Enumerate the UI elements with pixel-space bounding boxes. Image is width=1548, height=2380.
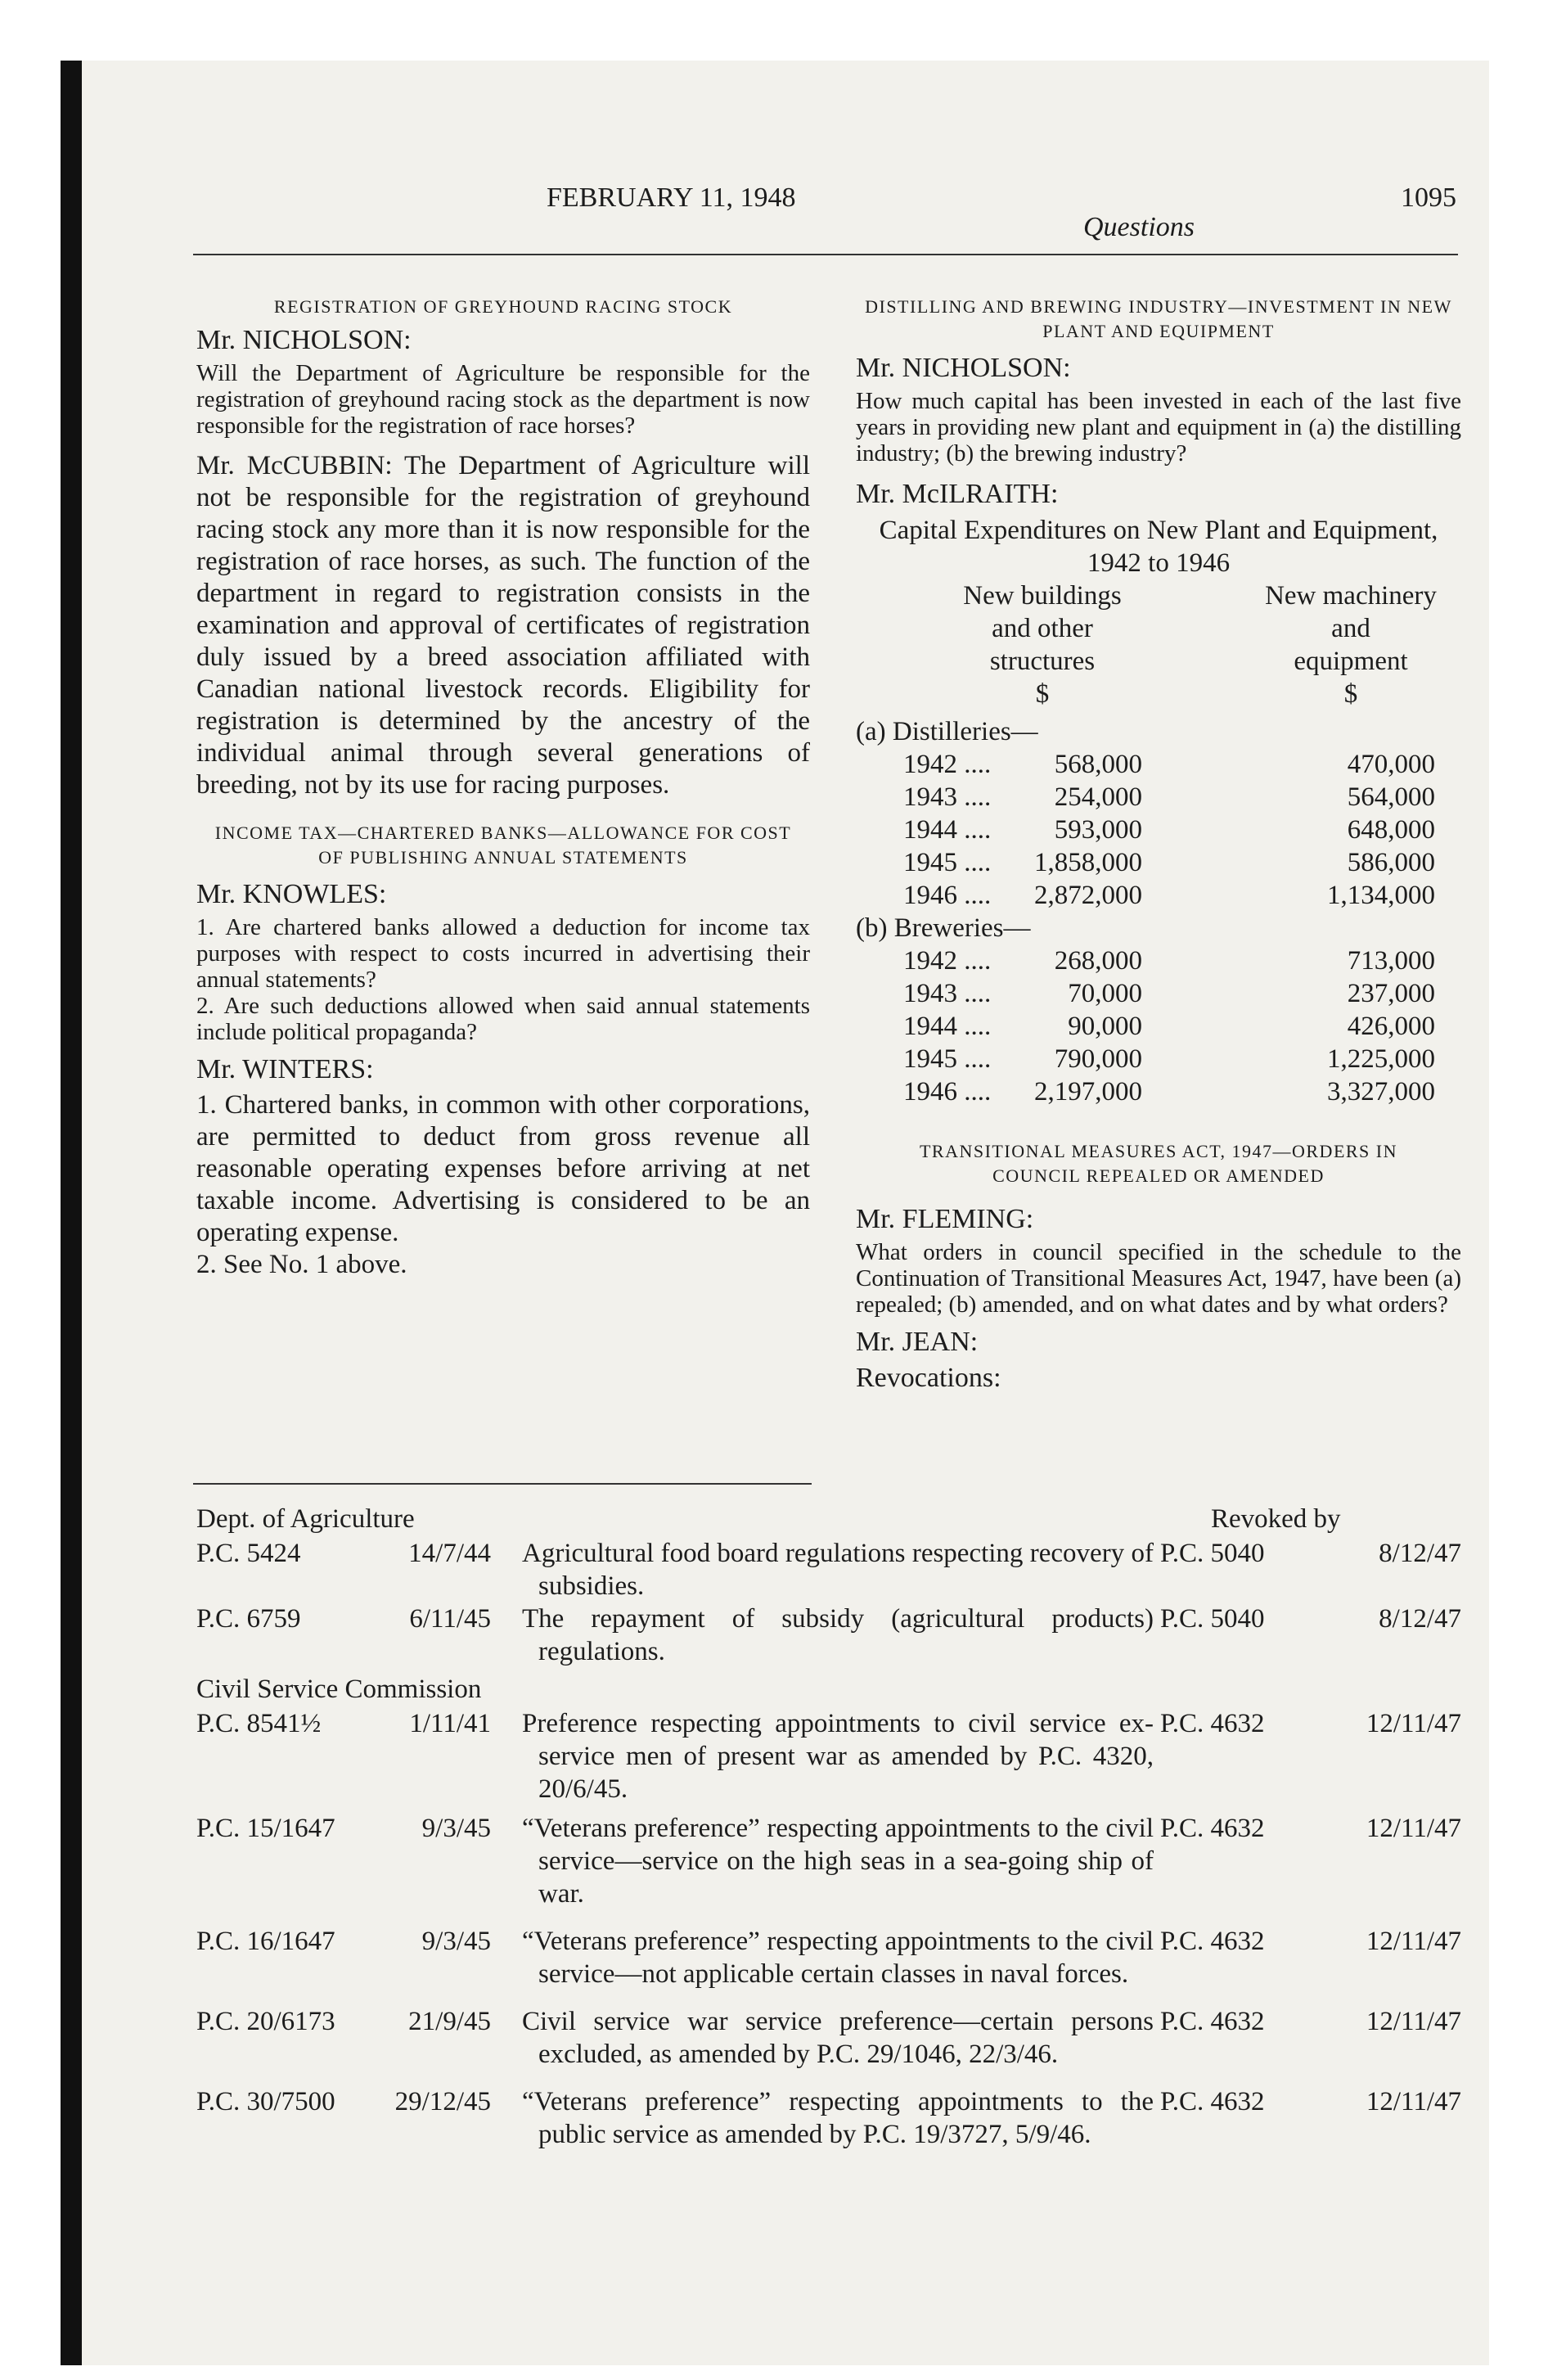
table-row: 1945 .... 1,858,000 586,000 [903, 848, 1435, 877]
question-text: What orders in council specified in the schedule to the Continuation of Transitional Measures Act, 1947, have been (a) repealed; (b) amended, and on what dates and by what orders? [856, 1239, 1461, 1318]
answerer-jean: Mr. JEAN: [856, 1327, 979, 1357]
question-text: 2. Are such deductions allowed when said annual statements include political propaganda? [196, 993, 810, 1045]
revocations-label: Revocations: [856, 1363, 1001, 1393]
answerer-winters: Mr. WINTERS: [196, 1054, 374, 1084]
table-title: Capital Expenditures on New Plant and Equipment, 1942 to 1946 [879, 516, 1438, 578]
heading-distilling: DISTILLING AND BREWING INDUSTRY—INVESTMENT IN NEW PLANT AND EQUIPMENT [865, 296, 1452, 341]
header-rule [193, 254, 1458, 255]
question-distilling [856, 295, 1461, 1108]
page-date: FEBRUARY 11, 1948 [547, 183, 796, 213]
group-breweries: (b) Breweries— [856, 913, 1031, 943]
table-row: P.C. 8541½ 1/11/41 Preference respecting appointments to civil service ex-service men of present war as amended by P.C. 4320, 20/6/45. P.C. 4632 12/11/47 [196, 1709, 1461, 1804]
table-row: 1945 .... 790,000 1,225,000 [903, 1044, 1435, 1074]
orders-table [196, 1503, 1461, 2151]
dept-civil-service-label: Civil Service Commission [196, 1675, 482, 1704]
breweries-rows [856, 944, 1461, 1108]
question-greyhound [196, 295, 810, 801]
page-number: 1095 [1401, 183, 1456, 213]
table-row: 1943 .... 254,000 564,000 [903, 782, 1435, 812]
column-end-rule [193, 1483, 812, 1485]
question-text: 1. Are chartered banks allowed a deduction for income tax purposes with respect to costs incurred in advertising their annual statements? [196, 914, 810, 993]
revoked-by-header: Revoked by [1211, 1504, 1341, 1534]
asker-knowles: Mr. KNOWLES: [196, 879, 387, 909]
section-title: Questions [1083, 212, 1195, 242]
table-row: 1942 .... 568,000 470,000 [903, 750, 1435, 779]
question-text: Will the Department of Agriculture be responsible for the registration of greyhound racing stock as the department is now responsible for the registration of race horses? [196, 360, 810, 439]
table-row: 1946 .... 2,872,000 1,134,000 [903, 881, 1435, 910]
table-row: P.C. 20/6173 21/9/45 Civil service war service preference—certain persons excluded, as amended by P.C. 29/1046, 22/3/46. P.C. 4632 12/11/47 [196, 2007, 1461, 2069]
group-distilleries: (a) Distilleries— [856, 717, 1038, 746]
table-row: P.C. 6759 6/11/45 The repayment of subsidy (agricultural products) regulations. P.C. 5040 8/12/47 [196, 1604, 1461, 1666]
heading-income-tax: INCOME TAX—CHARTERED BANKS—ALLOWANCE FOR COST OF PUBLISHING ANNUAL STATEMENTS [214, 823, 792, 868]
answer-text: Mr. McCUBBIN: The Department of Agriculture will not be responsible for the registration of greyhound racing stock any more than it is now responsible for the registration of race horses, as such. The function of the department in regard to registration consists in the examination and approval of certificates of registration duly issued by a breed association affiliated with Canadian national livestock records. Eligibility for registration is determined by the ancestry of the individual animal through several generations of breeding, not by its use for racing purposes. [196, 451, 810, 800]
table-row: P.C. 30/7500 29/12/45 “Veterans preference” respecting appointments to the public service as amended by P.C. 19/3727, 5/9/46. P.C. 4632 12/11/47 [196, 2087, 1461, 2149]
heading-transitional: TRANSITIONAL MEASURES ACT, 1947—ORDERS IN COUNCIL REPEALED OR AMENDED [919, 1141, 1398, 1186]
asker-fleming: Mr. FLEMING: [856, 1204, 1034, 1234]
right-column [856, 295, 1461, 1398]
table-row: P.C. 16/1647 9/3/45 “Veterans preference” respecting appointments to the civil service—not applicable certain classes in naval forces. P.C. 4632 12/11/47 [196, 1927, 1461, 1989]
table-row: 1942 .... 268,000 713,000 [903, 946, 1435, 976]
answerer-mcilraith: Mr. McILRAITH: [856, 479, 1059, 509]
asker-nicholson: Mr. NICHOLSON: [196, 325, 412, 355]
table-row: 1946 .... 2,197,000 3,327,000 [903, 1077, 1435, 1107]
question-text: How much capital has been invested in each of the last five years in providing new plant and equipment in (a) the distilling industry; (b) the brewing industry? [856, 388, 1461, 467]
asker-nicholson: Mr. NICHOLSON: [856, 353, 1071, 383]
table-row: P.C. 5424 14/7/44 Agricultural food board regulations respecting recovery of subsidies. P.C. 5040 8/12/47 [196, 1539, 1461, 1601]
dept-agriculture-label: Dept. of Agriculture [196, 1504, 415, 1534]
page-spine-shadow [61, 61, 82, 2365]
table-header [856, 579, 1461, 715]
table-row: 1943 .... 70,000 237,000 [903, 979, 1435, 1008]
question-income-tax [196, 821, 810, 1281]
table-row: 1944 .... 593,000 648,000 [903, 815, 1435, 845]
distilleries-rows [856, 748, 1461, 912]
answer-text: 1. Chartered banks, in common with other corporations, are permitted to deduct from gross revenue all reasonable operating expenses before arriving at net taxable income. Advertising is considered to be an operating expense. [196, 1090, 810, 1247]
orders-header-row [196, 1503, 1461, 1537]
column-header-buildings: New buildings and other structures $ [963, 581, 1122, 709]
left-column [196, 295, 810, 1281]
question-transitional [856, 1139, 1461, 1395]
table-row: 1944 .... 90,000 426,000 [903, 1012, 1435, 1041]
answer-text: 2. See No. 1 above. [196, 1250, 407, 1279]
column-header-machinery: New machinery and equipment $ [1265, 581, 1437, 709]
heading-greyhound: REGISTRATION OF GREYHOUND RACING STOCK [273, 296, 733, 317]
table-row: P.C. 15/1647 9/3/45 “Veterans preference” respecting appointments to the civil service—service on the high seas in a sea-going ship of war. P.C. 4632 12/11/47 [196, 1814, 1461, 1909]
